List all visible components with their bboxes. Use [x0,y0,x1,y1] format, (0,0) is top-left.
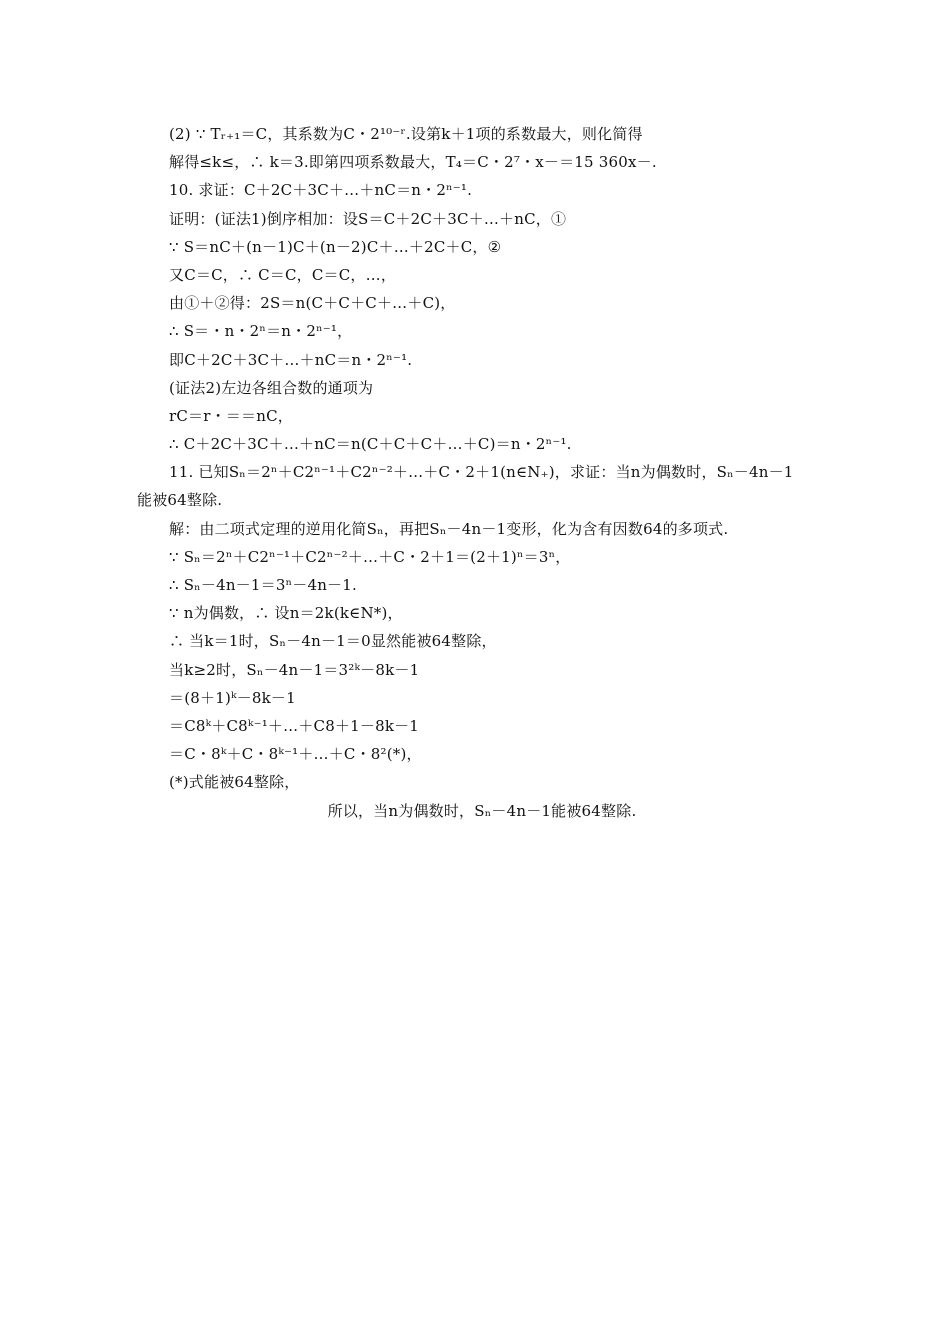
text-line: rC＝r・＝＝nC， [169,406,293,425]
text-line: 证明：(证法1)倒序相加：设S＝C＋2C＋3C＋…＋nC，① [169,209,567,228]
text-line: 解：由二项式定理的逆用化简Sₙ，再把Sₙ－4n－1变形，化为含有因数64的多项式. [169,519,729,538]
problem-11-heading: 11. 已知Sₙ＝2ⁿ＋C2ⁿ⁻¹＋C2ⁿ⁻²＋…＋C・2＋1(n∈N₊)，求证：当n为偶数时，Sₙ－4n－1 [169,463,794,482]
text-line: ∴ 当k＝1时，Sₙ－4n－1＝0显然能被64整除， [169,632,497,651]
text-line: ＝(8＋1)ᵏ－8k－1 [169,688,296,707]
text-line: 即C＋2C＋3C＋…＋nC＝n・2ⁿ⁻¹. [169,350,413,369]
text-line: ∴ C＋2C＋3C＋…＋nC＝n(C＋C＋C＋…＋C)＝n・2ⁿ⁻¹. [169,435,572,454]
text-line: ＝C・8ᵏ＋C・8ᵏ⁻¹＋…＋C・8²(*)， [169,745,422,764]
problem-10-heading: 10. 求证：C＋2C＋3C＋…＋nC＝n・2ⁿ⁻¹. [169,181,473,200]
text-line: 能被64整除. [137,491,223,510]
text-line: 又C＝C，∴ C＝C，C＝C，…， [169,265,397,284]
text-line: ∵ Sₙ＝2ⁿ＋C2ⁿ⁻¹＋C2ⁿ⁻²＋…＋C・2＋1＝(2＋1)ⁿ＝3ⁿ， [169,547,571,566]
text-line: 当k≥2时，Sₙ－4n－1＝3²ᵏ－8k－1 [169,660,420,679]
text-line: 解得≤k≤，∴ k＝3.即第四项系数最大，T₄＝C・2⁷・x－＝15 360x－. [169,153,657,172]
text-line: (证法2)左边各组合数的通项为 [169,378,374,397]
conclusion-line: 所以，当n为偶数时，Sₙ－4n－1能被64整除. [327,801,637,820]
text-line: (2) ∵ Tᵣ₊₁＝C，其系数为C・2¹⁰⁻ʳ.设第k＋1项的系数最大，则化简得 [169,125,643,143]
text-line: ∵ n为偶数，∴ 设n＝2k(k∈N*)， [169,604,403,623]
text-line: 由①＋②得：2S＝n(C＋C＋C＋…＋C)， [169,294,456,313]
text-line: ∴ S＝・n・2ⁿ＝n・2ⁿ⁻¹， [169,322,353,341]
text-line: ＝C8ᵏ＋C8ᵏ⁻¹＋…＋C8＋1－8k－1 [169,716,420,735]
document-body [137,120,827,825]
text-line: (*)式能被64整除， [169,773,300,792]
text-line: ∵ S＝nC＋(n－1)C＋(n－2)C＋…＋2C＋C，② [169,237,502,256]
text-line: ∴ Sₙ－4n－1＝3ⁿ－4n－1. [169,576,357,594]
